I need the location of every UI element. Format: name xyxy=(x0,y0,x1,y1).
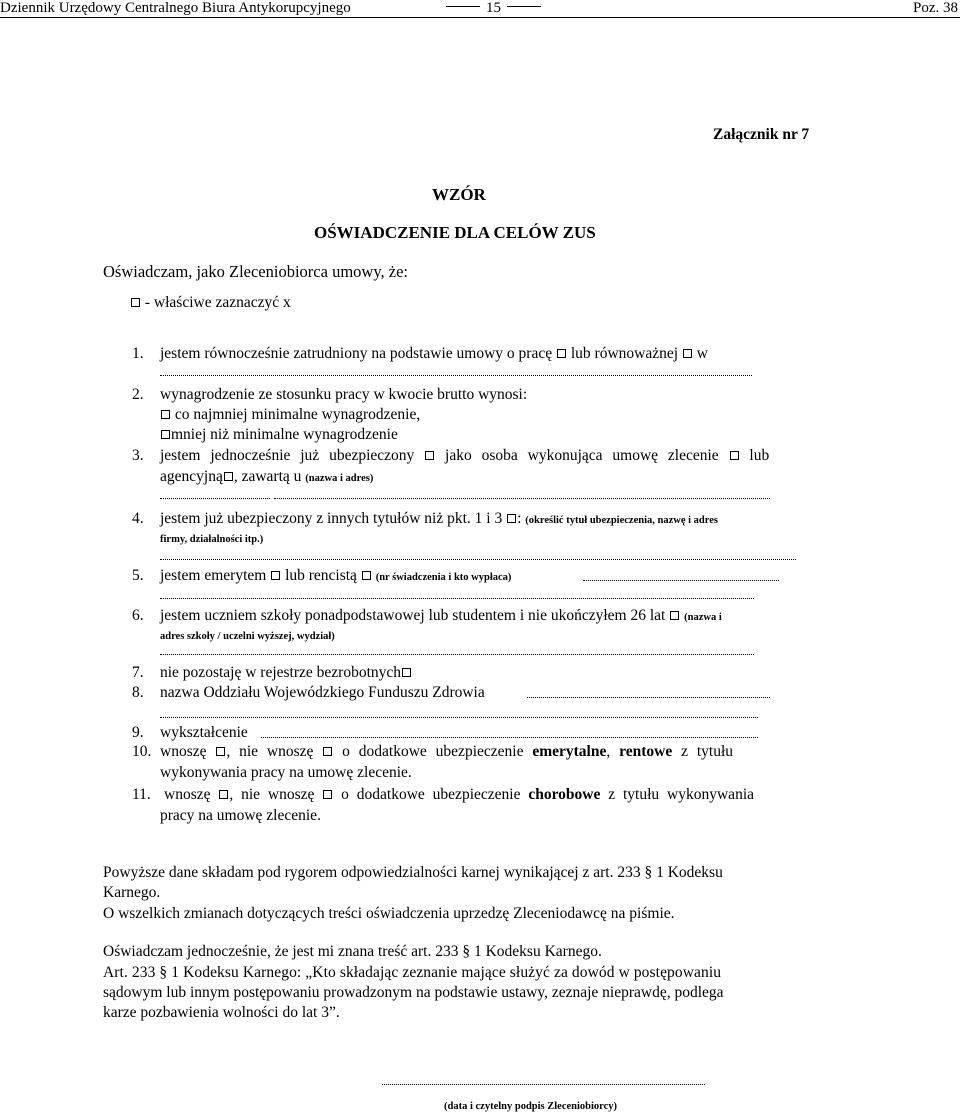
item-6 xyxy=(0,606,960,661)
item-number: 7. xyxy=(132,664,144,681)
fill-line[interactable] xyxy=(583,579,779,581)
opt-in-pension-checkbox[interactable] xyxy=(216,747,225,756)
header-rule xyxy=(0,17,960,18)
fill-line[interactable] xyxy=(160,374,752,376)
fill-line[interactable] xyxy=(527,696,770,698)
already-insured-checkbox[interactable] xyxy=(425,451,434,460)
legal-quote: Art. 233 § 1 Kodeksu Karnego: „Kto składając zeznanie mające służyć za dowód w postępowaniu xyxy=(103,964,722,981)
fill-line[interactable] xyxy=(160,558,796,560)
publication-title: Dziennik Urzędowy Centralnego Biura Antykorupcyjnego xyxy=(0,0,351,16)
item-text: wykształcenie xyxy=(160,724,248,741)
option-label: co najmniej minimalne wynagrodzenie, xyxy=(174,406,421,423)
item-text: lub xyxy=(749,447,770,464)
item-text: agencyjną xyxy=(160,468,223,485)
item-number: 3. xyxy=(132,447,144,464)
item-text: lub rencistą xyxy=(285,567,357,584)
fill-line[interactable] xyxy=(160,497,270,499)
below-min-wage-checkbox[interactable] xyxy=(161,430,170,439)
item-text: jestem równocześnie zatrudniony na podstawie umowy o pracę xyxy=(160,345,553,362)
item-4 xyxy=(0,509,960,569)
item-text: o dodatkowe ubezpieczenie xyxy=(342,743,524,760)
item-text: , zawartą u xyxy=(233,468,302,485)
item-text: nie pozostaję w rejestrze bezrobotnych xyxy=(160,664,402,681)
position-number: Poz. 38 xyxy=(913,0,958,16)
item-text: jestem jednocześnie już ubezpieczony xyxy=(160,447,415,464)
pensioner-checkbox[interactable] xyxy=(271,571,280,580)
annex-label: Załącznik nr 7 xyxy=(713,126,810,143)
item-number: 9. xyxy=(132,724,144,741)
item-text: wnoszę xyxy=(164,786,211,803)
document-title-wzor: WZÓR xyxy=(432,185,486,204)
item-7 xyxy=(0,663,960,683)
field-note: (nr świadczenia i kto wypłaca) xyxy=(375,572,512,583)
item-number: 5. xyxy=(132,567,144,584)
fill-line[interactable] xyxy=(160,597,754,599)
fill-line[interactable] xyxy=(261,736,758,738)
item-text: , nie wnoszę xyxy=(229,786,315,803)
equivalent-checkbox[interactable] xyxy=(683,349,692,358)
fill-line[interactable] xyxy=(160,653,754,655)
agency-contract-checkbox[interactable] xyxy=(224,472,233,481)
min-wage-checkbox[interactable] xyxy=(161,410,170,419)
item-text: , xyxy=(606,743,611,760)
item-text: : xyxy=(517,510,522,527)
item-number: 8. xyxy=(132,684,144,701)
signature-caption: (data i czytelny podpis Zleceniobiorcy) xyxy=(444,1101,618,1112)
item-5 xyxy=(0,566,960,606)
legal-quote-cont: sądowym lub innym postępowaniu prowadzonym na podstawie ustawy, zeznaje nieprawdę, podlega xyxy=(103,984,724,1001)
disability-pensioner-checkbox[interactable] xyxy=(362,571,371,580)
item-text: jestem uczniem szkoły ponadpodstawowej lub studentem i nie ukończyłem 26 lat xyxy=(160,607,666,624)
item-number: 1. xyxy=(132,345,144,362)
item-text: z tytułu xyxy=(681,743,734,760)
item-11 xyxy=(0,785,960,827)
item-text: , nie wnoszę xyxy=(226,743,314,760)
item-text: pracy na umowę zlecenie. xyxy=(160,807,321,824)
item-8 xyxy=(0,683,960,723)
declaration-liability: Powyższe dane składam pod rygorem odpowiedzialności karnej wynikającej z art. 233 § 1 Kodeksu xyxy=(103,864,723,881)
item-2 xyxy=(0,385,960,445)
student-checkbox[interactable] xyxy=(670,611,679,620)
item-number: 4. xyxy=(132,510,144,527)
document-title: OŚWIADCZENIE DLA CELÓW ZUS xyxy=(314,223,596,242)
field-note: (nazwa i xyxy=(684,612,722,623)
field-note: (nazwa i adres) xyxy=(305,473,374,484)
intro-statement: Oświadczam, jako Zleceniobiorca umowy, że: xyxy=(103,262,408,281)
unemployed-registry-checkbox[interactable] xyxy=(402,668,411,677)
commission-contract-checkbox[interactable] xyxy=(730,451,739,460)
item-1 xyxy=(0,344,960,384)
item-10 xyxy=(0,742,960,784)
item-number: 6. xyxy=(132,607,144,624)
item-text: w xyxy=(696,345,708,362)
item-9 xyxy=(0,723,960,743)
field-note: adres szkoły / uczelni wyższej, wydział) xyxy=(160,631,335,642)
item-text: wykonywania pracy na umowę zlecenie. xyxy=(160,764,412,781)
fill-line[interactable] xyxy=(160,716,758,718)
field-note: firmy, działalności itp.) xyxy=(160,534,264,545)
item-3 xyxy=(0,446,960,506)
other-insurance-checkbox[interactable] xyxy=(507,514,516,523)
item-number: 10. xyxy=(132,743,152,760)
item-text: jestem już ubezpieczony z innych tytułów niż pkt. 1 i 3 xyxy=(160,510,503,527)
signature-line[interactable] xyxy=(382,1083,705,1085)
page-number: 15 xyxy=(440,0,547,17)
employment-checkbox[interactable] xyxy=(557,349,566,358)
declaration-changes: O wszelkich zmianach dotyczących treści oświadczenia uprzedzę Zleceniodawcę na piśmie. xyxy=(103,905,675,922)
item-text: emerytalne xyxy=(532,743,607,760)
opt-out-sickness-checkbox[interactable] xyxy=(323,790,332,799)
item-text: wynagrodzenie ze stosunku pracy w kwocie brutto wynosi: xyxy=(160,386,528,403)
checkbox-icon xyxy=(131,298,140,307)
legal-quote-end: karze pozbawienia wolności do lat 3”. xyxy=(103,1004,340,1021)
item-number: 2. xyxy=(132,386,144,403)
option-label: mniej niż minimalne wynagrodzenie xyxy=(171,426,398,443)
declaration-awareness: Oświadczam jednocześnie, że jest mi znana treść art. 233 § 1 Kodeksu Karnego. xyxy=(103,943,602,960)
mark-instruction: - właściwe zaznaczyć x xyxy=(130,293,291,312)
opt-out-pension-checkbox[interactable] xyxy=(323,747,332,756)
item-text: rentowe xyxy=(619,743,673,760)
item-text: nazwa Oddziału Wojewódzkiego Funduszu Zdrowia xyxy=(160,684,485,701)
field-note: (określić tytuł ubezpieczenia, nazwę i adres xyxy=(525,515,718,526)
item-text: z tytułu wykonywania xyxy=(608,786,755,803)
item-text: chorobowe xyxy=(528,786,601,803)
item-text: o dodatkowe ubezpieczenie xyxy=(341,786,521,803)
item-text: lub równoważnej xyxy=(570,345,679,362)
opt-in-sickness-checkbox[interactable] xyxy=(219,790,228,799)
declaration-liability-cont: Karnego. xyxy=(103,884,161,901)
item-text: jako osoba wykonująca umowę zlecenie xyxy=(445,447,719,464)
fill-line[interactable] xyxy=(274,497,770,499)
item-number: 11. xyxy=(132,786,151,803)
item-text: jestem emerytem xyxy=(160,567,267,584)
item-text: wnoszę xyxy=(160,743,207,760)
